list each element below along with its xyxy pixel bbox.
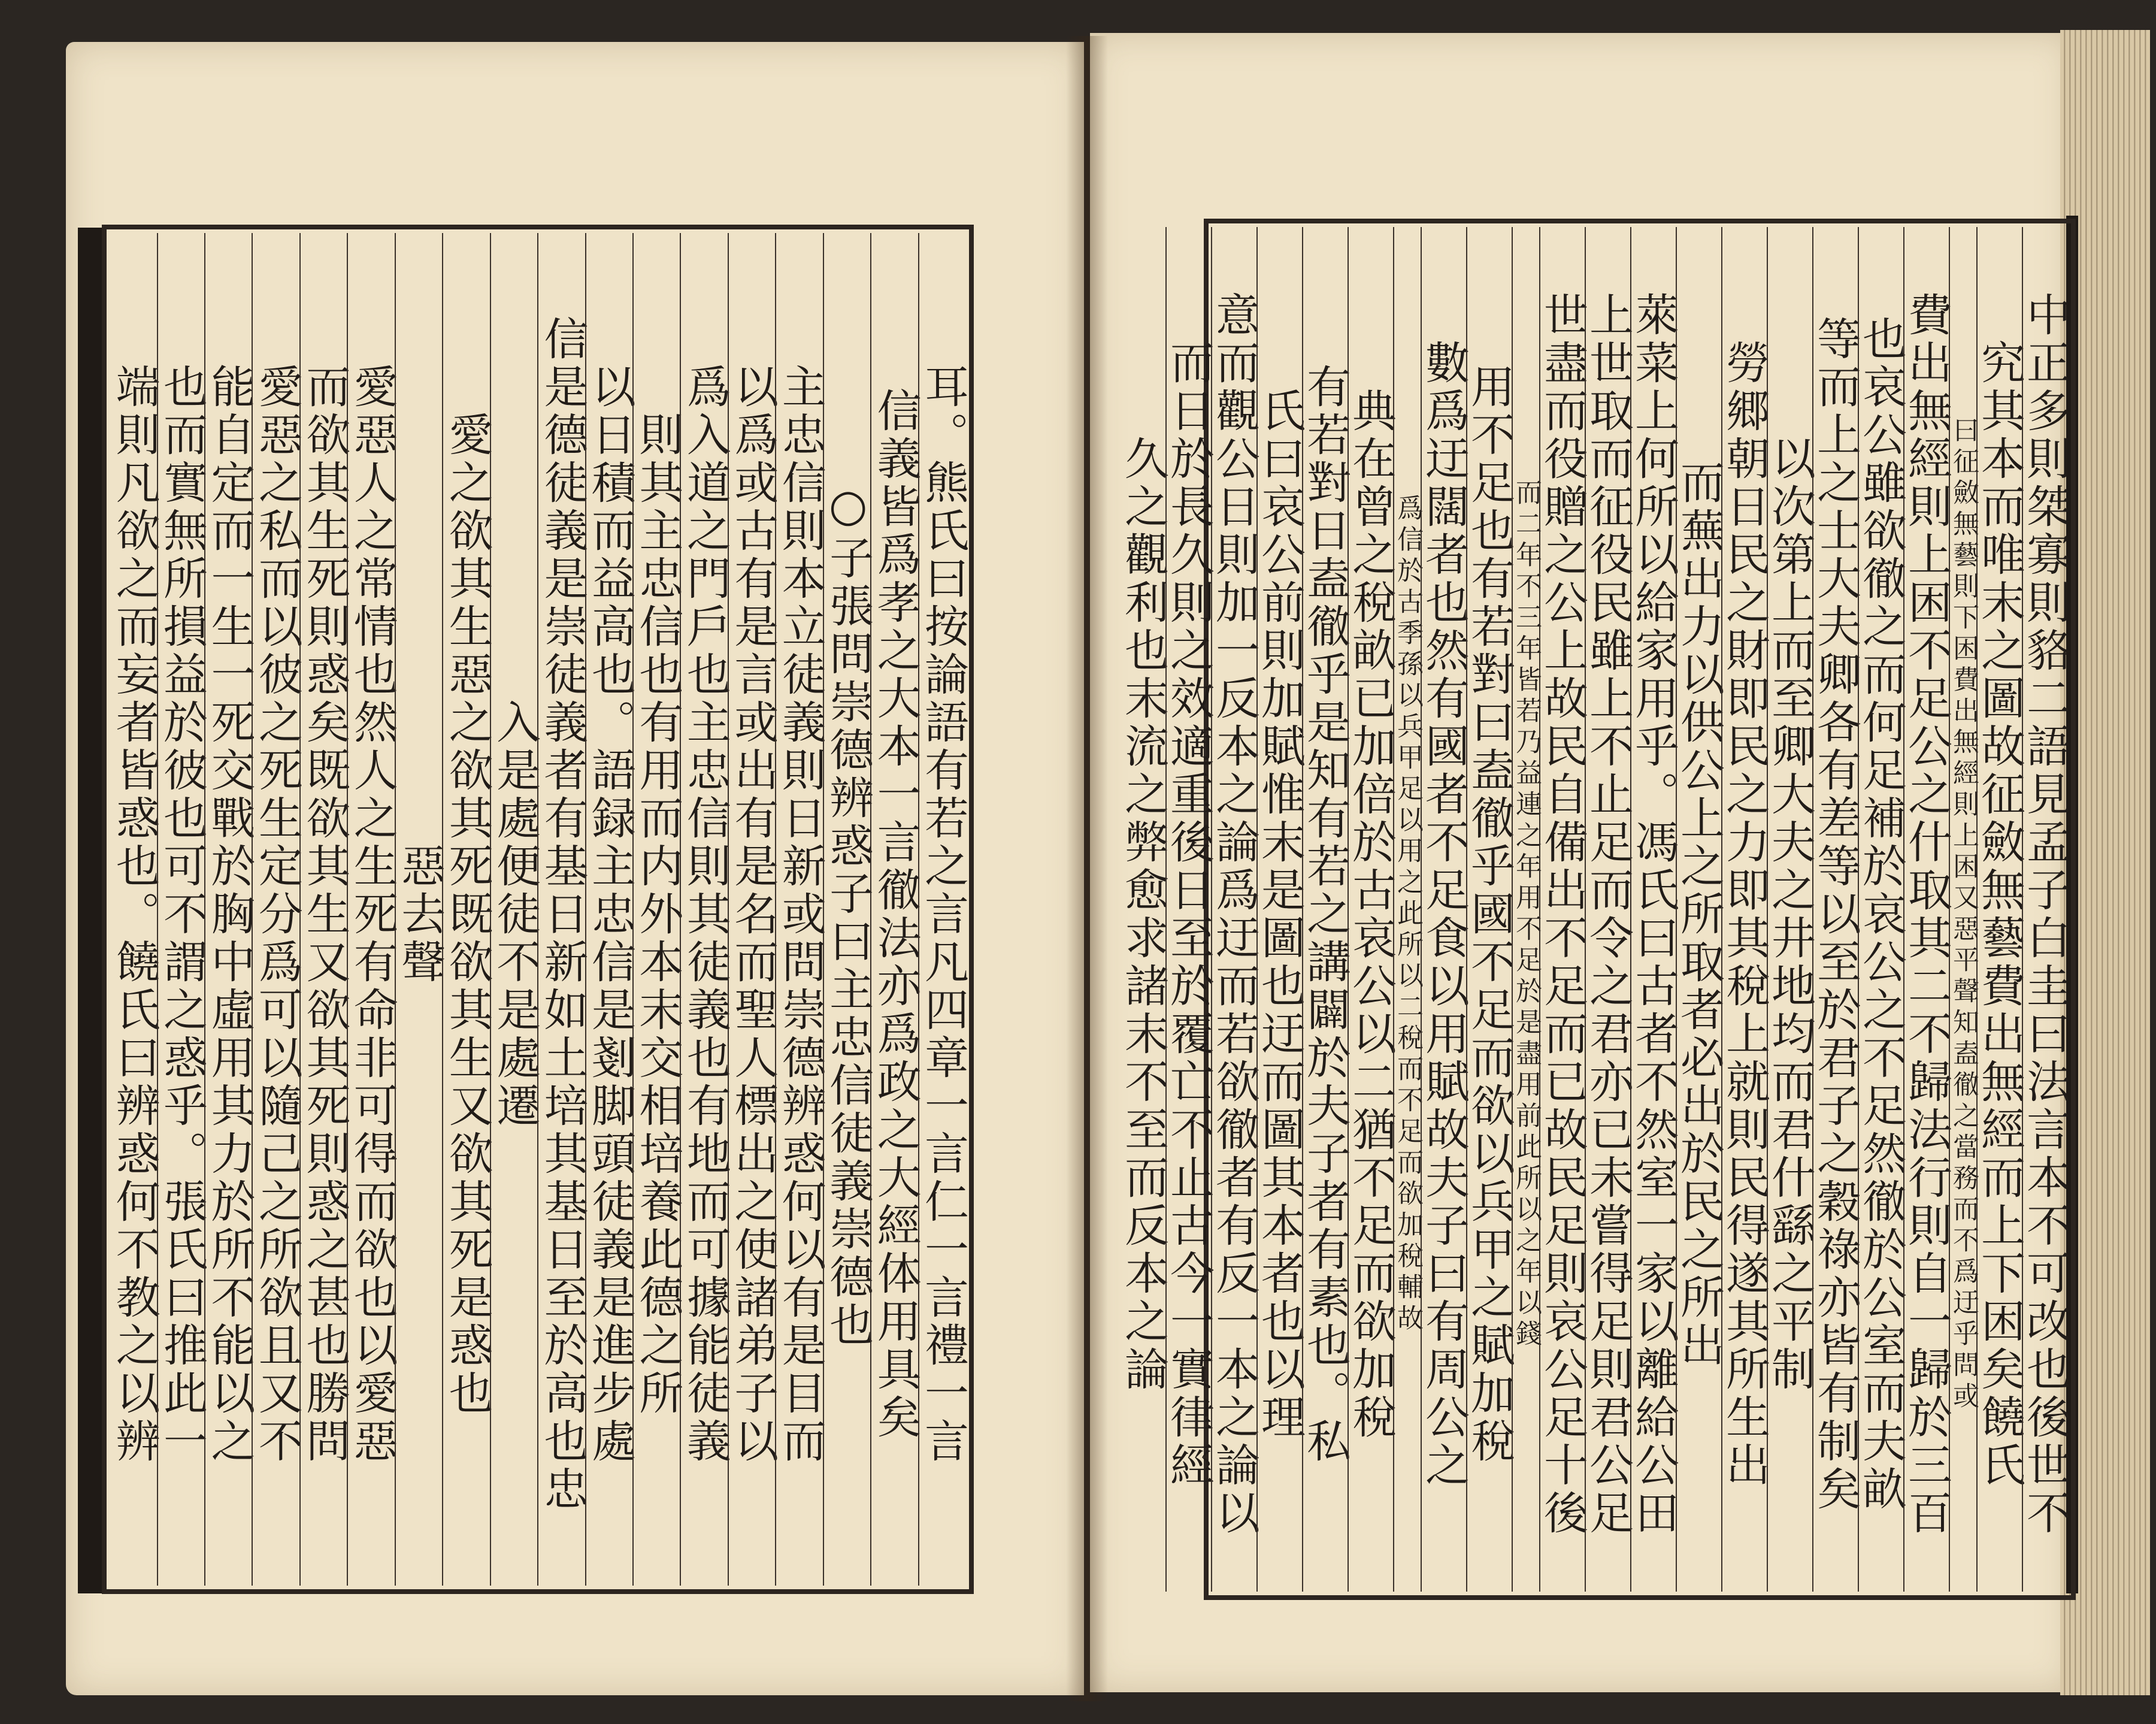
text-column: 信義皆爲孝之大本一言徹法亦爲政之大經体用具矣	[870, 233, 917, 1586]
text-column: 以次第上而至卿大夫之井地均而君什繇之平制	[1767, 227, 1812, 1592]
text-column: 端則凡欲之而妄者皆惑也。饒氏曰辨惑何不教之以辨	[108, 364, 161, 1466]
text-column: 費出無經則上困不足公之什取其二不歸法行則自一歸於三百	[1903, 227, 1949, 1592]
text-column: 爲信於古季孫以兵甲足以用之此所以二稅而不足而欲加稅輔故	[1393, 227, 1421, 1592]
text-column: 愛惡人之常情也然人之生死有命非可得而欲也以愛惡	[347, 233, 394, 1586]
text-column: 勞郷朝日民之財即民之力即其稅上就則民得遂其所生出	[1721, 227, 1767, 1592]
text-column: 數爲迂闊者也然有國者不足食以用賦故夫子曰有周公之	[1421, 227, 1466, 1592]
text-column: 也哀公雖欲徹之而何足補於哀公之不足然徹於公室而夫畝	[1858, 227, 1903, 1592]
text-column: 信是德徒義是崇徒義者有基日新如土培其基日至於高也忠	[537, 233, 585, 1586]
right-text-frame	[1118, 219, 2076, 1600]
text-column: 氏曰哀公前則加賦惟末是圖也迂而圖其本者也以理	[1256, 227, 1302, 1592]
right-columns	[1118, 227, 2071, 1592]
text-column: 意而觀公日則加一反本之論爲迂而若欲徹者有反一本之論以	[1211, 227, 1256, 1592]
text-column: ○子張問崇德辨惑子曰主忠信徒義崇德也	[823, 233, 870, 1586]
text-column: 有若對日盍徹乎是知有若之講闢於夫子者有素也。私	[1302, 227, 1348, 1592]
text-column: 而日於長久則之效適重後日至於覆亡不止古今一實律經	[1165, 227, 1211, 1592]
left-text-frame	[102, 225, 974, 1594]
text-column: 耳。熊氏曰按論語有若之言凡四章一言仁一言禮一言	[918, 233, 965, 1586]
text-column: 以日積而益高也。語録主忠信是剗脚頭徒義是進步處	[585, 233, 632, 1586]
text-column: 惡去聲	[395, 233, 442, 1586]
text-column: 愛之欲其生惡之欲其死既欲其生又欲其死是惑也	[442, 233, 489, 1586]
text-column: 主忠信則本立徒義則日新或問崇德辨惑何以有是目而	[775, 233, 822, 1586]
text-column: 究其本而唯末之圖故征斂無藝費出無經而上下困矣饒氏	[1976, 227, 2022, 1592]
text-column: 中正多則桀寡則貉二語見孟子白圭曰法言本不可改也後世不	[2022, 227, 2067, 1592]
text-column: 爲入道之門戶也主忠信則其徒義也有地而可據能徒義	[680, 233, 727, 1586]
text-column: 久之觀利也末流之弊愈求諸末不至而反本之論	[1118, 435, 1169, 1394]
text-column: 上世取而征役民雖上不止足而令之君亦已未嘗得足則君公足	[1585, 227, 1630, 1592]
text-column: 而二年不三年皆若乃益連之年用不足於是盡用前此所以之年以錢	[1512, 227, 1539, 1592]
text-column: 典在曾之稅畝已加倍於古哀公以二猶不足而欲加稅	[1348, 227, 1393, 1592]
text-column: 能自定而一生一死交戰於胸中虛用其力於所不能以之	[204, 233, 252, 1586]
text-column: 萊菜上何所以給家用乎。馮氏曰古者不然室一家以離給公田	[1630, 227, 1676, 1592]
text-column: 入是處便徒不是處遷	[490, 233, 537, 1586]
text-column: 則其主忠信也有用而内外本末交相培養此德之所	[632, 233, 680, 1586]
text-column: 等而上之士大夫卿各有差等以至於君子之穀祿亦皆有制矣	[1812, 227, 1858, 1592]
text-column: 曰征斂無藝則下困費出無經則上困又惡平聲知盍徹之當務而不爲迂乎問或	[1949, 227, 1976, 1592]
text-column: 以爲或古有是言或出有是名而聖人標出之使諸弟子以	[728, 233, 775, 1586]
text-column: 世盡而役贈之公上故民自備出不足而已故民足則哀公足十後	[1539, 227, 1585, 1592]
text-column: 而欲其生死則惑矣既欲其生又欲其死則惑之甚也勝問	[299, 233, 347, 1586]
text-column: 也而實無所損益於彼也可不謂之惑乎。張氏曰推此一	[157, 233, 204, 1586]
text-column: 愛惡之私而以彼之死生定分爲可以隨己之所欲且又不	[252, 233, 299, 1586]
text-column: 而蕪出力以供公上之所取者必出於民之所出	[1676, 227, 1721, 1592]
book-gutter	[1066, 36, 1108, 1701]
text-column: 用不足也有若對曰盍徹乎國不足而欲以兵甲之賦加稅	[1466, 227, 1512, 1592]
left-margin-shadow	[78, 228, 102, 1593]
left-columns	[108, 233, 969, 1586]
